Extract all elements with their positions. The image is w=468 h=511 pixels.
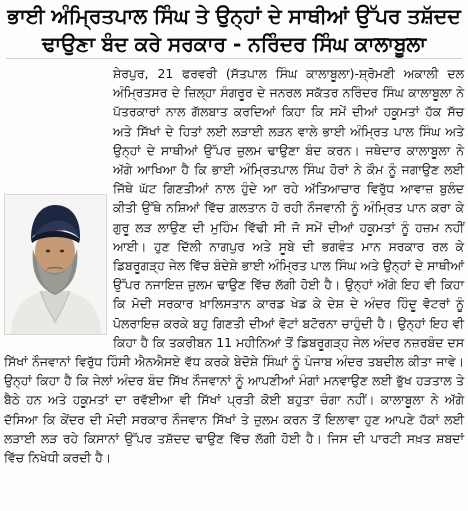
headline: ਭਾਈ ਅੰਮ੍ਰਿਤਪਾਲ ਸਿੰਘ ਤੇ ਉਨ੍ਹਾਂ ਦੇ ਸਾਥੀਆਂ ਉੱਪਰ ਤਸ਼ੱਦਦ ਢਾਉਣਾ ਬੰਦ ਕਰੇ ਸਰਕਾਰ - ਨਰਿੰਦਰ ਸਿੰਘ ਕਾਲਾਬੂਲਾ bbox=[7, 4, 461, 56]
article-body-container bbox=[4, 64, 464, 467]
portrait-image bbox=[5, 195, 106, 334]
article-body-text: ਸ਼ੇਰਪੁਰ, 21 ਫਰਵਰੀ (ਸੱਤਪਾਲ ਸਿੰਘ ਕਾਲਾਬੂਲਾ)-ਸ਼੍ਰੋਮਣੀ ਅਕਾਲੀ ਦਲ ਅੰਮ੍ਰਿਤਸਰ ਦੇ ਜ਼ਿਲ੍ਹਾ ਸੰਗਰੂਰ ਦੇ ਜਨਰਲ ਸਕੱਤਰ ਨਰਿੰਦਰ ਸਿੰਘ ਕਾਲਾਬੂਲਾ ਨੇ ਪੱਤਰਕਾਰਾਂ ਨਾਲ ਗੱਲਬਾਤ ਕਰਦਿਆਂ ਕਿਹਾ ਕਿ ਸਮੇਂ ਦੀਆਂ ਹਕੂਮਤਾਂ ਹੱਕ ਸੱਚ ਅਤੇ ਸਿੱਖਾਂ ਦੇ ਹਿਤਾਂ ਲਈ ਲੜਾਈ ਲੜਨ ਵਾਲੇ ਭਾਈ ਅੰਮ੍ਰਿਤ ਪਾਲ ਸਿੰਘ ਅਤੇ ਉਨ੍ਹਾਂ ਦੇ ਸਾਥੀਆਂ ਉੱਪਰ ਜ਼ੁਲਮ ਢਾਉਣਾ ਬੰਦ ਕਰਨ। ਜਥੇਦਾਰ ਕਾਲਾਬੂਲਾ ਨੇ ਅੱਗੇ ਆਖਿਆ ਹੈ ਕਿ ਭਾਈ ਅੰਮ੍ਰਿਤਪਾਲ ਸਿੰਘ ਹੋਰਾਂ ਨੇ ਕੌਮ ਨੂੰ ਜਗਾਉਣ ਲਈ ਜਿੱਥੇ ਘੱਟ ਗਿਣਤੀਆਂ ਨਾਲ ਹੁੰਦੇ ਆ ਰਹੇ ਅੱਤਿਆਚਾਰ ਵਿਰੁੱਧ ਆਵਾਜ਼ ਬੁਲੰਦ ਕੀਤੀ ਉੱਥੇ ਨਸ਼ਿਆਂ ਵਿੱਚ ਗ਼ਲਤਾਨ ਹੋ ਰਹੀ ਨੌਜਵਾਨੀ ਨੂੰ ਅੰਮ੍ਰਿਤ ਪਾਨ ਕਰਾ ਕੇ ਗੁਰੂ ਲੜ ਲਾਉਣ ਦੀ ਮੁਹਿੰਮ ਵਿੱਢੀ ਸੀ ਜੋ ਸਮੇਂ ਦੀਆਂ ਹਕੂਮਤਾਂ ਨੂੰ ਹਜ਼ਮ ਨਹੀਂ ਆਈ। ਹੁਣ ਦਿੱਲੀ ਨਾਗਪੁਰ ਅਤੇ ਸੂਬੇ ਦੀ ਭਗਵੰਤ ਮਾਨ ਸਰਕਾਰ ਰਲ ਕੇ ਡਿਬਰੂਗੜ੍ਹ ਜੇਲ ਵਿੱਚ ਬੰਦੇਸ਼ੇ ਭਾਈ ਅੰਮ੍ਰਿਤ ਪਾਲ ਸਿੰਘ ਅਤੇ ਉਨ੍ਹਾਂ ਦੇ ਸਾਥੀਆਂ ਉੱਪਰ ਨਜਾਇਜ਼ ਜ਼ੁਲਮ ਢਾਉਣ ਵਿੱਚ ਲੱਗੀ ਹੋਈ ਹੈ। ਉਨ੍ਹਾਂ ਅੱਗੇ ਇਹ ਵੀ ਕਿਹਾ ਕਿ ਮੋਦੀ ਸਰਕਾਰ ਖ਼ਾਲਿਸਤਾਨ ਕਾਰਡ ਖੇਡ ਕੇ ਦੇਸ਼ ਦੇ ਅੰਦਰ ਹਿੰਦੂ ਵੋਟਰਾਂ ਨੂੰ ਪੋਲਰਾਇਜ਼ ਕਰਕੇ ਬਹੁ ਗਿਣਤੀ ਦੀਆਂ ਵੋਟਾਂ ਬਟੋਰਨਾ ਚਾਹੁੰਦੀ ਹੈ। ਉਨ੍ਹਾਂ ਇਹ ਵੀ ਕਿਹਾ ਹੈ ਕਿ ਤਕਰੀਬਨ 11 ਮਹੀਨਿਆਂ ਤੋਂ ਡਿਬਰੂਗੜ੍ਹ ਜੇਲ ਅੰਦਰ ਨਜ਼ਰਬੰਦ ਦਸ ਸਿੱਖਾਂ ਨੌਜਵਾਨਾਂ ਵਿਰੁੱਧ ਹਿੰਸੀ ਐਨਐਸਏ ਵੱਧ ਕਰਕੇ ਬੇਦੋਸ਼ੇ ਸਿੰਘਾਂ ਨੂੰ ਪੰਜਾਬ ਅੰਦਰ ਤਬਦੀਲ ਕੀਤਾ ਜਾਵੇ। ਉਨ੍ਹਾਂ ਕਿਹਾ ਹੈ ਕਿ ਜੇਲਾਂ ਅੰਦਰ ਬੰਦ ਸਿੱਖ ਨੌਜਵਾਨਾਂ ਨੂੰ ਆਪਣੀਆਂ ਮੰਗਾਂ ਮਨਵਾਉਣ ਲਈ ਭੁੱਖ ਹੜਤਾਲ ਤੇ ਬੈਠੇ ਹਨ ਅਤੇ ਹਕੂਮਤਾਂ ਦਾ ਰਵੱਈਆ ਵੀ ਸਿੱਖਾਂ ਪ੍ਰਤੀ ਕੋਈ ਬਹੁਤਾ ਚੰਗਾ ਨਹੀਂ। ਕਾਲਾਬੂਲਾ ਨੇ ਅੱਗੇ ਦੱਸਿਆ ਕਿ ਕੇਂਦਰ ਦੀ ਮੋਦੀ ਸਰਕਾਰ ਨੌਜਵਾਨ ਸਿੱਖਾਂ ਤੇ ਜ਼ੁਲਮ ਕਰਨ ਤੋਂ ਇਲਾਵਾ ਹੁਣ ਆਪਣੇ ਹੱਕਾਂ ਲਈ ਲੜਾਈ ਲੜ ਰਹੇ ਕਿਸਾਨਾਂ ਉੱਪਰ ਤਸ਼ੱਦਦ ਢਾਉਣ ਵਿੱਚ ਲੱਗੀ ਹੋਈ ਹੈ। ਜਿਸ ਦੀ ਪਾਰਟੀ ਸਖ਼ਤ ਸ਼ਬਦਾਂ ਵਿੱਚ ਨਿਖੇਧੀ ਕਰਦੀ ਹੈ। bbox=[4, 66, 464, 466]
portrait-photo bbox=[4, 194, 107, 335]
headline-divider bbox=[6, 58, 462, 59]
